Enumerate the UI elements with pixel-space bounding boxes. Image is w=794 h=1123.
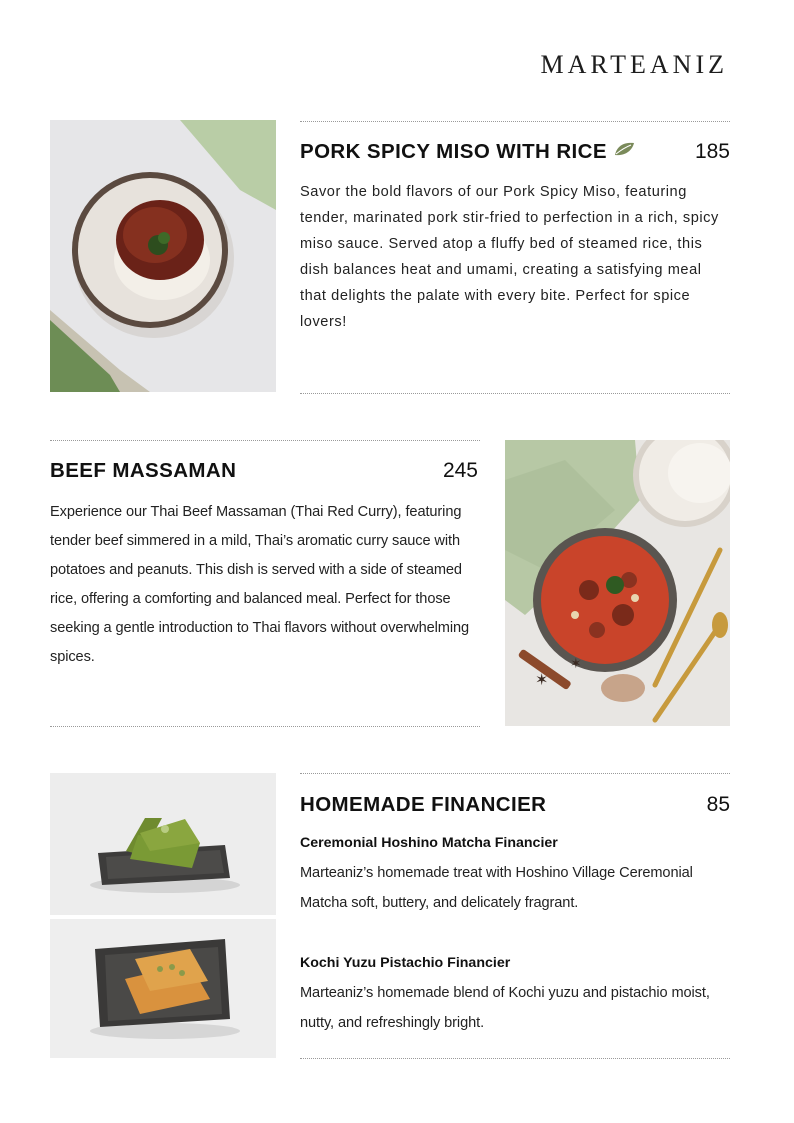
leaf-icon <box>613 139 635 163</box>
pork-miso-price: 185 <box>694 140 730 163</box>
pork-miso-photo <box>50 120 276 392</box>
beef-massaman-title: BEEF MASSAMAN <box>50 459 237 482</box>
item-name: PORK SPICY MISO WITH RICE <box>300 140 607 163</box>
svg-text:✶: ✶ <box>570 655 582 671</box>
divider <box>50 726 480 727</box>
divider-bottom <box>300 1058 730 1059</box>
beef-massaman-photo <box>505 440 730 726</box>
divider <box>300 773 730 774</box>
svg-text:✶: ✶ <box>535 672 549 689</box>
yuzu-financier-title: Kochi Yuzu Pistachio Financier <box>300 955 511 971</box>
beef-massaman-description: Experience our Thai Beef Massaman (Thai Red Curry), featuring tender beef simmered in a mild, Thai’s aromatic curry sauce with potatoes and peanuts. This dish is served with a side of steamed rice, offering a comforting and balanced meal. Perfect for those seeking a gentle introduction to Thai flavors without overwhelming spices. <box>50 504 470 666</box>
yuzu-financier-description: Marteaniz’s homemade blend of Kochi yuzu and pistachio moist, nutty, and refreshingly bright. <box>300 985 710 1031</box>
brand-logo: MARTEANIZ <box>540 50 728 79</box>
matcha-financier-title: Ceremonial Hoshino Matcha Financier <box>300 835 558 851</box>
financier-title: HOMEMADE FINANCIER <box>300 793 547 816</box>
pork-miso-description: Savor the bold flavors of our Pork Spicy Miso, featuring tender, marinated pork stir-fried to perfection in a rich, spicy miso sauce. Served atop a fluffy bed of steamed rice, this dish balances heat and umami, creating a satisfying meal that delights the palate with every bite. Perfect for spice lovers! <box>300 184 719 331</box>
divider <box>50 440 480 441</box>
divider <box>300 393 730 394</box>
matcha-financier-photo <box>50 773 276 915</box>
yuzu-financier-photo <box>50 919 276 1058</box>
pork-miso-title <box>300 140 635 165</box>
matcha-financier-description: Marteaniz’s homemade treat with Hoshino Village Ceremonial Matcha soft, buttery, and delicately fragrant. <box>300 865 693 911</box>
financier-price: 85 <box>706 793 730 816</box>
beef-massaman-price: 245 <box>442 459 478 482</box>
divider-top <box>300 121 730 122</box>
